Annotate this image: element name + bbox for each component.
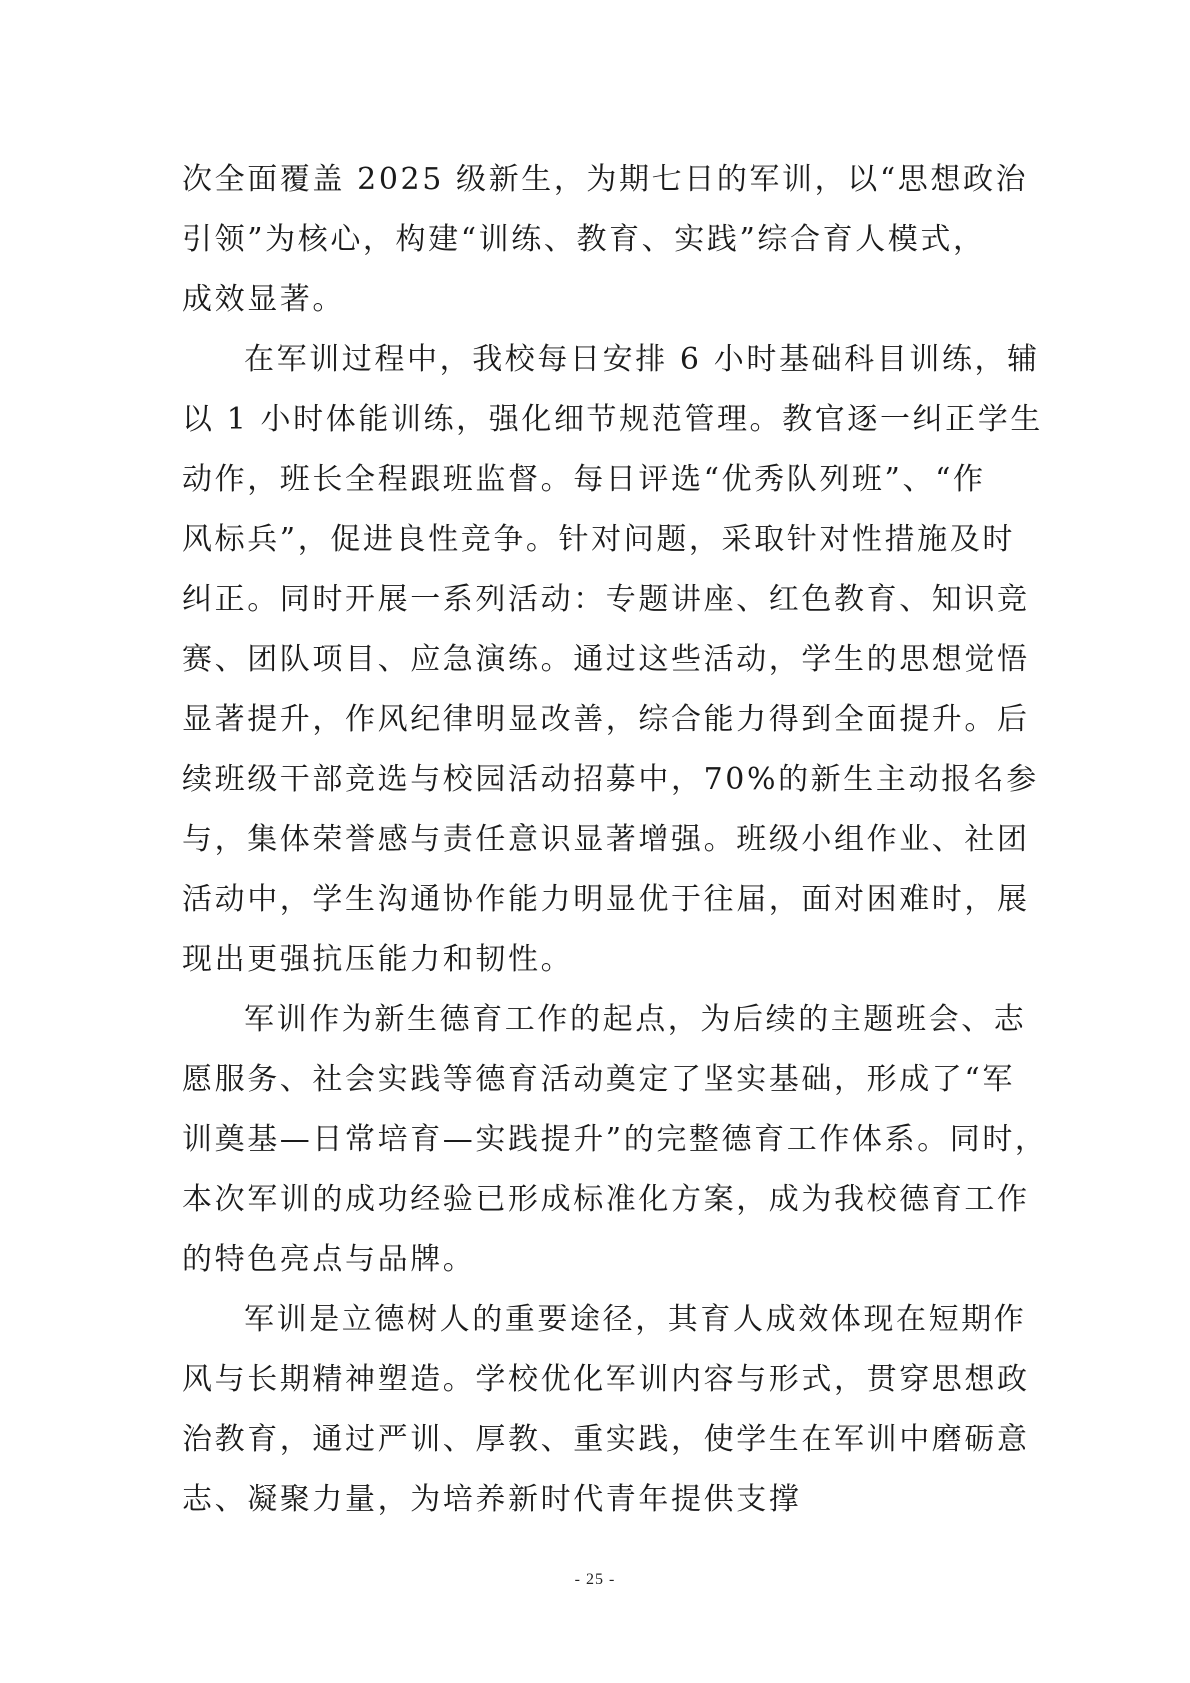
text-line: 军训作为新生德育工作的起点，为后续的主题班会、志 [244,1002,1027,1037]
text-line: 志、凝聚力量，为培养新时代青年提供支撑 [182,1482,802,1517]
text-line: 成效显著。 [182,282,345,317]
text-line: 与，集体荣誉感与责任意识显著增强。班级小组作业、社团 [182,822,1030,857]
text-line: 续班级干部竞选与校园活动招募中，70%的新生主动报名参 [182,762,1039,797]
text-line: 动作，班长全程跟班监督。每日评选“优秀队列班”、“作 [182,462,986,497]
text-line: 显著提升，作风纪律明显改善，综合能力得到全面提升。后 [182,702,1030,737]
text-line: 以 1 小时体能训练，强化细节规范管理。教官逐一纠正学生 [182,402,1043,437]
text-line: 在军训过程中，我校每日安排 6 小时基础科目训练，辅 [244,342,1040,377]
text-line: 现出更强抗压能力和韧性。 [182,942,574,977]
text-line: 引领”为核心，构建“训练、教育、实践”综合育人模式， [182,222,986,257]
text-line: 治教育，通过严训、厚教、重实践，使学生在军训中磨砺意 [182,1422,1030,1457]
paragraph [182,990,1048,1290]
text-line: 赛、团队项目、应急演练。通过这些活动，学生的思想觉悟 [182,642,1030,677]
text-line: 次全面覆盖 2025 级新生，为期七日的军训，以“思想政治 [182,162,1029,197]
text-line: 活动中，学生沟通协作能力明显优于往届，面对困难时，展 [182,882,1030,917]
text-line: 训奠基—日常培育—实践提升”的完整德育工作体系。同时， [182,1122,1048,1157]
paragraph [182,150,1029,330]
text-line: 本次军训的成功经验已形成标准化方案，成为我校德育工作 [182,1182,1030,1217]
page-number: - 25 - [574,1571,616,1588]
text-line: 风标兵”，促进良性竞争。针对问题，采取针对性措施及时 [182,522,1015,557]
text-line: 的特色亮点与品牌。 [182,1242,476,1277]
paragraph [182,330,1043,990]
text-line: 风与长期精神塑造。学校优化军训内容与形式，贯穿思想政 [182,1362,1030,1397]
text-line: 军训是立德树人的重要途径，其育人成效体现在短期作 [244,1302,1027,1337]
body-text [182,150,1048,1530]
text-line: 愿服务、社会实践等德育活动奠定了坚实基础，形成了“军 [182,1062,1015,1097]
paragraph [182,1290,1030,1530]
text-line: 纠正。同时开展一系列活动：专题讲座、红色教育、知识竞 [182,582,1030,617]
